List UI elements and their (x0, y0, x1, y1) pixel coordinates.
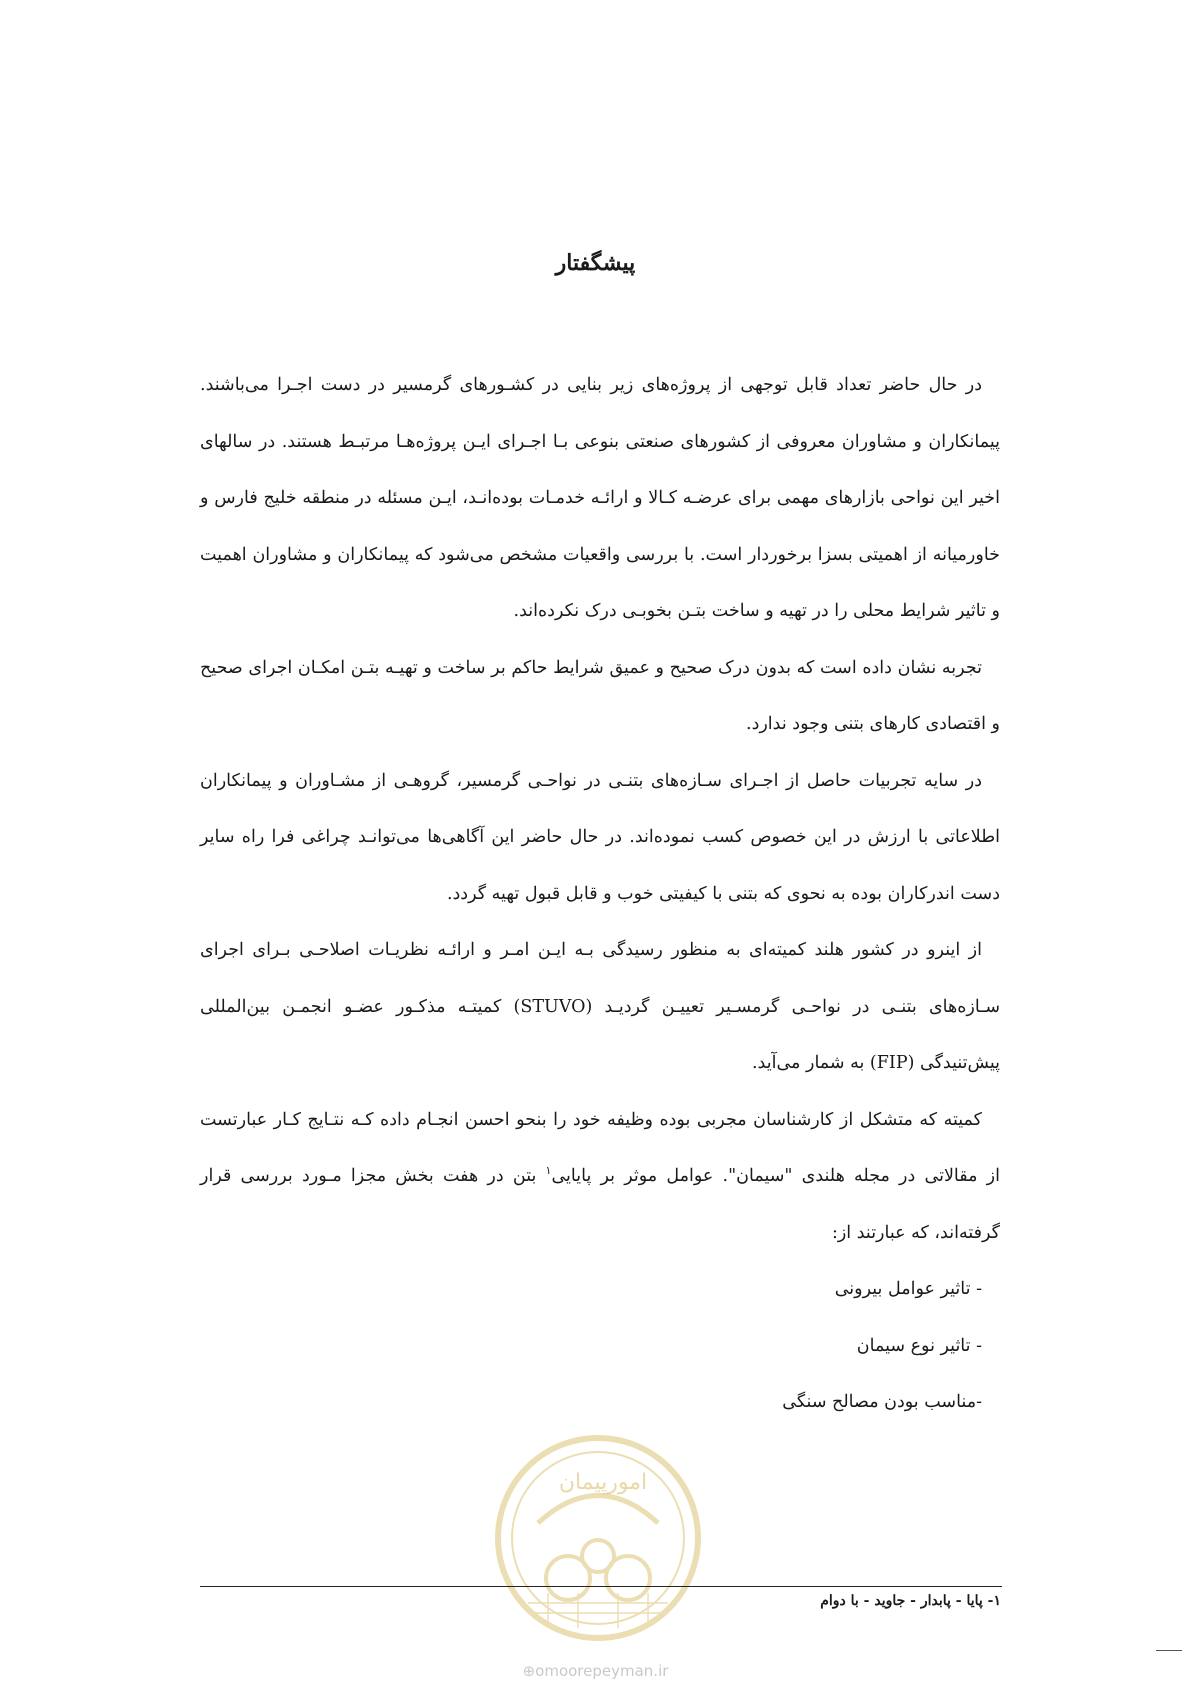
list-item: - تاثیر عوامل بیرونی (834, 1279, 982, 1299)
watermark-site: omoorepeyman.ir (535, 1662, 669, 1680)
list-item: -مناسب بودن مصالح سنگی (782, 1392, 982, 1412)
paragraph-1: در حال حاضر تعداد قابل توجهی از پروژه‌های زیر بنایی در کشـورهای گرمسیر در دست اجـرا می‌باشند. پیمانکاران و مشاوران معروفی از کشورهای صنعتی بنوعی بـا اجـرای ایـن پروژه‌هـا مرتبـط هستند. در سالهای اخیر این نواحی بازارهای مهمی برای عرضـه کـالا و ارائـه خدمـات بوده‌انـد، ایـن مسئله در منطقه خلیج فارس و خاورمیانه از اهمیتی بسزا برخوردار است. با بررسی واقعیات مشخص می‌شود که پیمانکاران و مشاوران اهمیت و تاثیر شرایط محلی را در تهیه و ساخت بتـن بخوبـی درک نکرده‌اند. (200, 375, 1000, 621)
body-text (200, 357, 1000, 1431)
margin-dash (1156, 1650, 1182, 1651)
paragraph-3: در سایه تجربیات حاصل از اجـرای سـازه‌های بتنـی در نواحـی گرمسیر، گروهـی از مشـاوران و پیمانکاران اطلاعاتی با ارزش در این خصوص کسب نموده‌اند. در حال حاضر این آگاهی‌ها می‌توانـد چراغی فرا راه سایر دست اندرکاران بوده به نحوی که بتنی با کیفیتی خوب و قابل قبول تهیه گردد. (200, 770, 1000, 904)
paragraph-4: از اینرو در کشور هلند کمیته‌ای به منظور رسیدگی بـه ایـن امـر و ارائـه نظریـات اصلاحـی بـرای اجرای سـازه‌های بتنـی در نواحـی گرمسـیر تعییـن گردیـد (STUVO) کمیتـه مذکـور عضـو انجمـن بین‌المللی پیش‌تنیدگی (FIP) به شمار می‌آید. (200, 940, 1000, 1073)
paragraph-2: تجربه نشان داده است که بدون درک صحیح و عمیق شرایط حاکم بر ساخت و تهیـه بتـن امکـان اجرای صحیح و اقتصادی کارهای بتنی وجود ندارد. (200, 657, 1000, 734)
footnote-reference: ۱ (545, 1164, 552, 1178)
factor-list (200, 1261, 1000, 1431)
watermark-globe-icon: ⊕ (522, 1662, 536, 1680)
footnote: ۱- پایا - پابدار - جاوید - با دوام (820, 1593, 1001, 1609)
paragraph-5-start: کمیته که متشکل از کارشناسان مجربی بوده وظیفه خود را بنحو احسن انجـام داده کـه نتـایج کـار عبارتست از مقالاتی در مجله هلندی "سیمان". عوامل موثر بر پایایی (200, 1109, 1000, 1186)
watermark-site-text (0, 1662, 1191, 1680)
watermark-logo (488, 1428, 708, 1648)
paragraph-5-end: بتن در هفت بخش مجزا مـورد بررسی قرار گرفته‌اند، که عبارتند از: (200, 1166, 1000, 1243)
watermark-logo-text: امورپیمان (558, 1470, 648, 1495)
list-item: - تاثیر نوع سیمان (856, 1335, 982, 1356)
footnote-divider (200, 1586, 1002, 1587)
page-title: پیشگفتار (555, 250, 636, 276)
paragraph-5 (200, 1092, 1000, 1262)
